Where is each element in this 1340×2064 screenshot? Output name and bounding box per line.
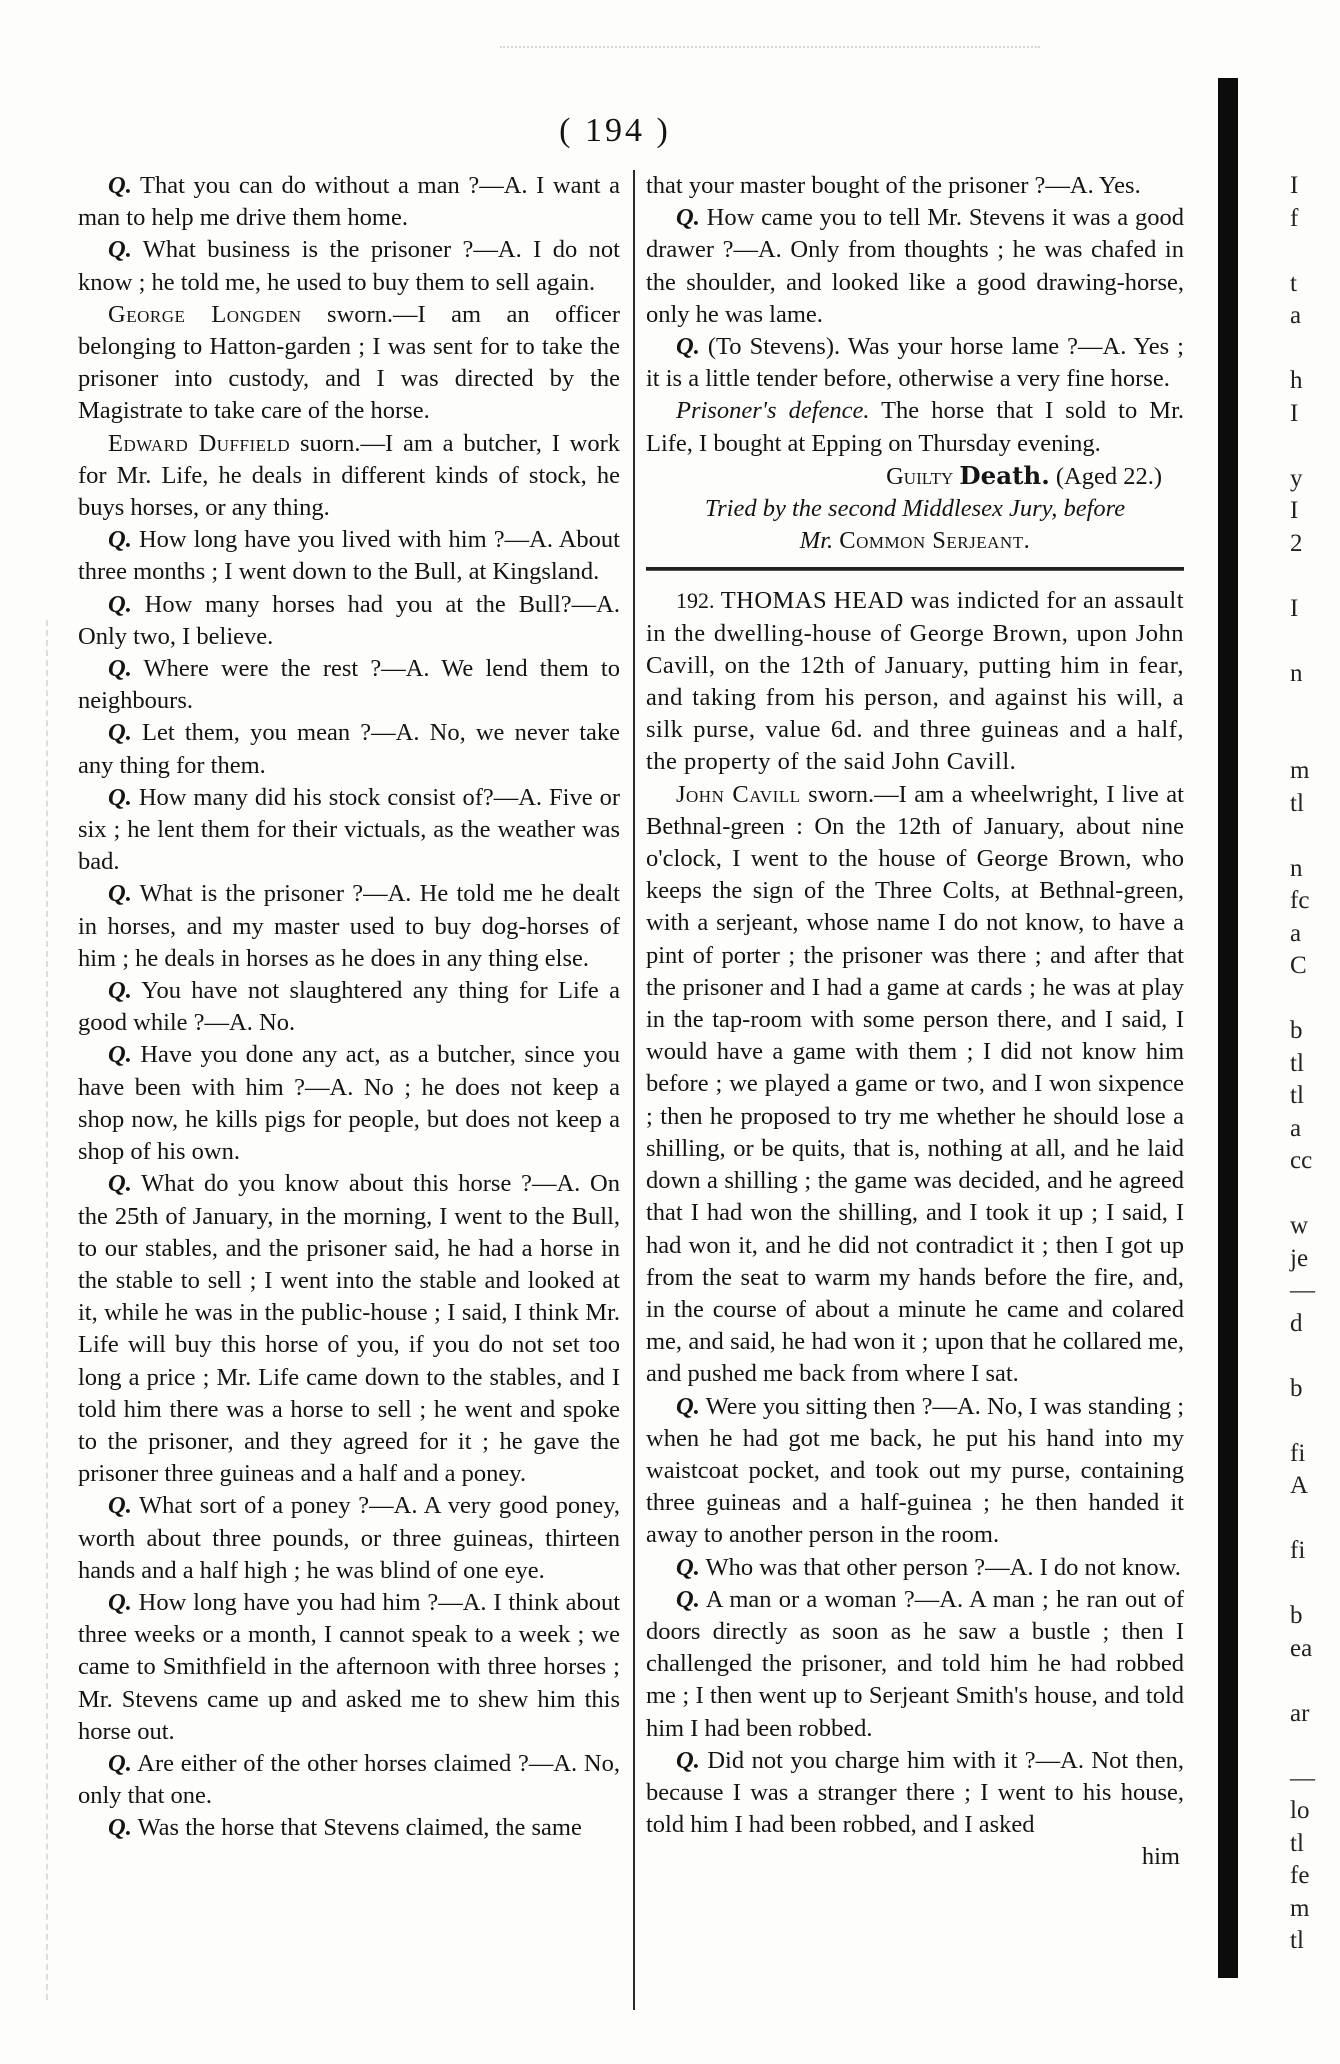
paragraph-text: Where were the rest ?—A. We lend them to neighbours.: [78, 655, 620, 715]
left-paragraph: [78, 170, 620, 234]
bleed-fragment: [1290, 430, 1340, 463]
paragraph-text: sworn.—I am an officer belonging to Hatton-garden ; I was sent for to take the prisoner into custody, and I was directed by the Magistrate to take care of the horse.: [78, 300, 620, 425]
left-paragraph: [78, 782, 620, 879]
bleed-fragment: [1290, 820, 1340, 853]
question-marker: Q.: [108, 1749, 132, 1777]
paragraph-text: Have you done any act, as a butcher, since you have been with him ?—A. No ; he does not keep a shop now, he kills pigs for people, but does not keep a shop of his own.: [78, 1041, 620, 1166]
bleed-fragment: I: [1290, 172, 1299, 199]
question-marker: Q.: [108, 236, 132, 264]
paragraph-text: What business is the prisoner ?—A. I do not know ; he told me, he used to buy them to sell again.: [78, 236, 620, 296]
bleed-fragment: fe: [1290, 1862, 1310, 1889]
bleed-fragment: fi: [1290, 1537, 1306, 1564]
paragraph-text: What sort of a poney ?—A. A very good poney, worth about three pounds, or three guineas, thirteen hands and a half high ; he was blind of one eye.: [78, 1492, 620, 1584]
right-top-paragraph: [646, 170, 1184, 202]
bleed-fragment: cc: [1290, 1147, 1313, 1174]
right-column: [646, 170, 1184, 1874]
paragraph-text: Who was that other person ?—A. I do not know.: [699, 1553, 1181, 1581]
question-marker: Q.: [676, 1553, 700, 1581]
bleed-fragment: tl: [1290, 789, 1304, 817]
paragraph-text: How many did his stock consist of?—A. Five or six ; he lent them for their victuals, as the weather was bad.: [78, 783, 620, 876]
paragraph-text: sworn.—I am a wheelwright, I live at Bethnal-green : On the 12th of January, about nine o'clock, I went to the house of George Brown, who keeps the sign of the Three Colts, at Bethnal-green, with a serjeant, whose name I do not know, to have a pint of porter ; the prisoner was there ; and after that the prisoner and I had a game at cards ; he was at play in the tap-room with some person there, and I said, I would have a game with them ; I did not know him before ; we played a game or two, and I won sixpence ; then he proposed to try me whether he should lose a shilling, or be quits, that is, nothing at all, and he laid down a shilling ; the game was decided, and he agreed that I had won the shilling, and I took it up ; I said, I had won it, and he did not contradict it ; then I got up from the seat to warm my hands before the fire, and, in the course of about a minute he came and colared me, and said, he had won it ; upon that he collared me, and pushed me back from where I sat.: [646, 780, 1184, 1388]
catchword: him: [1141, 1843, 1180, 1871]
bleed-fragment: b: [1290, 1374, 1303, 1402]
left-paragraph: [78, 234, 620, 298]
left-paragraph: [78, 299, 620, 428]
left-column: [78, 170, 620, 1845]
left-paragraph: [78, 653, 620, 717]
witness-name: Edward Duffield: [108, 429, 291, 457]
tried-judge-name: Common Serjeant.: [839, 527, 1031, 555]
question-marker: Q.: [108, 655, 132, 683]
bleed-fragment: [1290, 983, 1340, 1016]
question-marker: Q.: [108, 526, 132, 554]
bleed-fragment: —: [1290, 1277, 1315, 1304]
question-marker: Q.: [108, 880, 132, 908]
bleed-fragment: [1290, 1503, 1340, 1536]
question-marker: Q.: [676, 1392, 700, 1420]
bleed-fragment: a: [1290, 1114, 1302, 1142]
question-marker: Q.: [108, 590, 132, 618]
witness-name: George Longden: [108, 300, 302, 328]
bleed-fragment: a: [1290, 302, 1302, 329]
case-indictment: THOMAS HEAD was indicted for an assault in the dwelling-house of George Brown, upon John Cavill, on the 12th of January, putting him in fear, and taking from his person, and against his will, a silk purse, value 6d. and three guineas and a half, the property of the said John Cavill.: [646, 587, 1184, 776]
right-bottom-paragraph: [646, 1552, 1184, 1584]
right-top-paragraph: [646, 202, 1184, 331]
left-paragraph: [78, 975, 620, 1039]
bleed-fragment: t: [1290, 269, 1297, 297]
left-paragraph: [78, 717, 620, 781]
left-paragraph: [78, 524, 620, 588]
right-top-paragraph: [646, 395, 1184, 459]
bleed-fragment: fc: [1290, 887, 1310, 914]
question-marker: Q.: [108, 1588, 132, 1616]
right-top-paragraph: [646, 331, 1184, 395]
bleed-fragment: ar: [1290, 1699, 1310, 1727]
paragraph-text: You have not slaughtered any thing for Life a good while ?—A. No.: [78, 977, 620, 1037]
bleed-fragment: C: [1290, 952, 1307, 979]
bleed-fragment: n: [1290, 659, 1303, 687]
question-marker: Q.: [108, 783, 132, 811]
bleed-fragment: I: [1290, 399, 1299, 427]
bleed-fragment: h: [1290, 367, 1303, 394]
bleed-fragment: ea: [1290, 1634, 1313, 1662]
right-column-testimony: [646, 170, 1184, 460]
bleed-fragment: tl: [1290, 1927, 1304, 1954]
question-marker: Q.: [108, 1041, 132, 1069]
scan-left-noise: [46, 620, 50, 2000]
right-bottom-paragraph: [646, 779, 1184, 1391]
scan-top-noise: [500, 46, 1040, 62]
bleed-fragment: f: [1290, 204, 1299, 232]
left-paragraph: [78, 1812, 620, 1844]
left-paragraph: [78, 428, 620, 525]
left-paragraph: [78, 1039, 620, 1168]
tried-line-1: Tried by the second Middlesex Jury, before: [704, 495, 1126, 523]
right-column-cavill-testimony: [646, 779, 1184, 1842]
paragraph-text: How came you to tell Mr. Stevens it was a good drawer ?—A. Only from thoughts ; he was chafed in the shoulder, and looked like a good drawing-horse, only he was lame.: [646, 204, 1184, 328]
tried-by-judge: [646, 525, 1184, 557]
facing-page-bleed: [1290, 170, 1340, 1958]
paragraph-text: Was the horse that Stevens claimed, the same: [131, 1814, 582, 1842]
bleed-fragment: [1290, 560, 1340, 593]
paragraph-text: That you can do without a man ?—A. I want a man to help me drive them home.: [78, 172, 620, 232]
defence-label: Prisoner's defence.: [676, 397, 870, 425]
bleed-fragment: tl: [1290, 1082, 1304, 1109]
bleed-fragment: b: [1290, 1602, 1303, 1629]
bleed-fragment: m: [1290, 757, 1310, 784]
right-bottom-paragraph: [646, 1391, 1184, 1552]
paragraph-text: The horse that I sold to Mr. Life, I bought at Epping on Thursday evening.: [646, 397, 1184, 457]
bleed-fragment: je: [1290, 1244, 1309, 1272]
right-bottom-paragraph: [646, 1584, 1184, 1745]
bleed-fragment: [1290, 723, 1340, 756]
question-marker: Q.: [676, 204, 700, 232]
bleed-fragment: [1290, 1340, 1340, 1373]
witness-name: John Cavill: [676, 780, 801, 808]
paragraph-text: suorn.—I am a butcher, I work for Mr. Life, he deals in different kinds of stock, he buys horses, or any thing.: [78, 429, 620, 522]
column-divider: [633, 170, 635, 2010]
bleed-fragment: [1290, 1405, 1340, 1438]
question-marker: Q.: [108, 1170, 132, 1198]
paragraph-text: A man or a woman ?—A. A man ; he ran out of doors directly as soon as he saw a bustle ; then I challenged the prisoner, and told him he had robbed me ; I then went up to Serjeant Smith's house, and told him I had been robbed.: [646, 1585, 1184, 1742]
question-marker: Q.: [676, 1585, 700, 1613]
case-separator-rule: [646, 567, 1184, 571]
bleed-fragment: [1290, 1568, 1340, 1601]
left-paragraph: [78, 1490, 620, 1587]
verdict-age: (Aged 22.): [1055, 462, 1162, 490]
bleed-fragment: n: [1290, 854, 1303, 882]
paragraph-text: that your master bought of the prisoner ?—A. Yes.: [646, 172, 1141, 199]
left-paragraph: [78, 1168, 620, 1490]
bleed-fragment: [1290, 1665, 1340, 1698]
bleed-fragment: [1290, 235, 1340, 268]
paragraph-text: What is the prisoner ?—A. He told me he dealt in horses, and my master used to buy dog-horses of him ; he deals in horses as he does in any thing else.: [78, 880, 620, 972]
bleed-fragment: b: [1290, 1017, 1303, 1044]
case-heading: [646, 585, 1184, 778]
bleed-fragment: m: [1290, 1894, 1310, 1922]
bleed-fragment: I: [1290, 594, 1299, 622]
bleed-fragment: [1290, 625, 1340, 658]
question-marker: Q.: [676, 333, 700, 361]
bleed-fragment: I: [1290, 497, 1299, 524]
paragraph-text: How long have you lived with him ?—A. About three months ; I went down to the Bull, at Kingsland.: [78, 526, 620, 586]
left-paragraph: [78, 1587, 620, 1748]
bleed-fragment: A: [1290, 1472, 1309, 1499]
bleed-fragment: [1290, 1730, 1340, 1763]
bleed-fragment: —: [1290, 1764, 1315, 1792]
paragraph-text: Were you sitting then ?—A. No, I was standing ; when he had got me back, he put his hand into my waistcoat pocket, and took out my purse, containing three guineas and a half-guinea ; he then handed it away to another person in the room.: [646, 1392, 1184, 1549]
paragraph-text: How long have you had him ?—A. I think about three weeks or a month, I cannot speak to a week ; we came to Smithfield in the afternoon with three horses ; Mr. Stevens came up and asked me to shew him this horse out.: [78, 1588, 620, 1745]
right-bottom-paragraph: [646, 1745, 1184, 1842]
bleed-fragment: lo: [1290, 1797, 1310, 1824]
paragraph-text: What do you know about this horse ?—A. On the 25th of January, in the morning, I went to the Bull, to our stables, and the prisoner said, he had a horse in the stable to sell ; I went into the stable and looked at it, while he was in the public-house ; I said, I think Mr. Life will buy this horse of you, if you do not set too long a price ; Mr. Life came down to the stables, and I told him there was a horse to sell ; he went and spoke to the prisoner, and they agreed for it ; he gave the prisoner three guineas and a half and a poney.: [78, 1170, 620, 1488]
paragraph-text: How many horses had you at the Bull?—A. Only two, I believe.: [78, 590, 620, 650]
question-marker: Q.: [108, 977, 132, 1005]
paragraph-text: Did not you charge him with it ?—A. Not then, because I was a stranger there ; I went to his house, told him I had been robbed, and I asked: [646, 1746, 1184, 1839]
bleed-fragment: d: [1290, 1309, 1303, 1337]
verdict-sentence: Death.: [959, 460, 1050, 490]
question-marker: Q.: [108, 1814, 132, 1842]
left-paragraph: [78, 1748, 620, 1812]
question-marker: Q.: [108, 1492, 132, 1520]
bleed-fragment: tl: [1290, 1049, 1304, 1077]
question-marker: Q.: [108, 719, 132, 747]
left-paragraph: [78, 589, 620, 653]
bleed-fragment: w: [1290, 1212, 1309, 1239]
bleed-fragment: [1290, 1178, 1340, 1211]
bleed-fragment: y: [1290, 464, 1303, 492]
paragraph-text: (To Stevens). Was your horse lame ?—A. Yes ; it is a little tender before, otherwise a very fine horse.: [646, 333, 1184, 393]
bleed-fragment: [1290, 333, 1340, 366]
page-number: ( 194 ): [559, 112, 671, 149]
bleed-fragment: [1290, 690, 1340, 723]
paragraph-text: Are either of the other horses claimed ?—A. No, only that one.: [78, 1749, 620, 1810]
tried-by: [646, 493, 1184, 525]
tried-prefix: Mr.: [799, 527, 834, 555]
question-marker: Q.: [108, 172, 132, 199]
bleed-fragment: a: [1290, 919, 1302, 947]
verdict: [646, 460, 1184, 493]
bleed-fragment: tl: [1290, 1829, 1304, 1857]
bleed-fragment: 2: [1290, 529, 1303, 557]
gutter-shadow: [1218, 78, 1238, 1978]
bleed-fragment: fi: [1290, 1439, 1306, 1467]
verdict-guilty: Guilty: [886, 462, 954, 490]
question-marker: Q.: [676, 1746, 700, 1774]
paragraph-text: Let them, you mean ?—A. No, we never take any thing for them.: [78, 719, 620, 779]
case-number: 192.: [676, 588, 715, 614]
left-paragraph: [78, 878, 620, 975]
